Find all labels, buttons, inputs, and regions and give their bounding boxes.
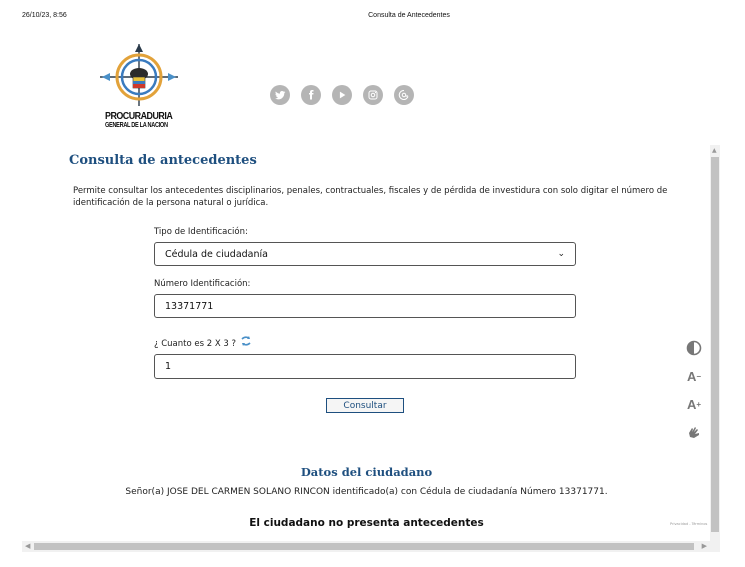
captcha-value: 1 xyxy=(165,361,172,372)
threads-icon[interactable] xyxy=(394,85,414,105)
id-number-input[interactable] xyxy=(154,294,576,318)
decrease-text-button[interactable] xyxy=(685,367,703,385)
increase-text-button[interactable] xyxy=(685,395,703,413)
section-title-datos: Datos del ciudadano xyxy=(300,465,433,479)
horizontal-scroll-thumb[interactable] xyxy=(34,543,694,550)
id-type-value: Cédula de ciudadanía xyxy=(165,248,268,260)
captcha-label: ¿ Cuanto es 2 X 3 ? xyxy=(154,339,236,349)
page-title: Consulta de antecedentes xyxy=(69,153,257,168)
instagram-icon[interactable] xyxy=(363,85,383,105)
id-number-label: Número Identificación: xyxy=(154,279,251,289)
consultar-button[interactable]: Consultar xyxy=(326,398,404,413)
sign-language-button[interactable] xyxy=(685,423,703,441)
contrast-toggle[interactable] xyxy=(685,339,703,357)
social-links xyxy=(270,85,414,105)
id-type-label: Tipo de Identificación: xyxy=(154,227,248,237)
print-title: Consulta de Antecedentes xyxy=(368,12,450,19)
vertical-scrollbar[interactable] xyxy=(710,145,720,552)
captcha-input[interactable] xyxy=(154,354,576,379)
minus-icon: − xyxy=(696,371,702,381)
youtube-icon[interactable] xyxy=(332,85,352,105)
result-verdict: El ciudadano no presenta antecedentes xyxy=(249,517,484,529)
logo-text-primary: PROCURADURIA xyxy=(105,110,173,122)
sign-language-icon xyxy=(686,424,702,440)
print-date: 26/10/23, 8:56 xyxy=(22,12,67,19)
scroll-left-icon[interactable]: ◀ xyxy=(25,542,31,550)
page-description: Permite consultar los antecedentes disciplinarios, penales, contractuales, fiscales y de pérdida de investidura con solo digitar el número de identificación de la persona natural o jurídica. xyxy=(73,186,668,208)
chevron-down-icon: ⌄ xyxy=(557,249,565,259)
facebook-icon[interactable] xyxy=(301,85,321,105)
vertical-scroll-thumb[interactable] xyxy=(711,157,719,532)
recaptcha-privacy-terms[interactable]: Privacidad - Términos xyxy=(670,522,708,526)
scroll-up-icon[interactable]: ▲ xyxy=(712,147,717,154)
contrast-icon xyxy=(686,340,702,356)
decrease-text-label: A xyxy=(686,368,697,384)
increase-text-label: A xyxy=(686,396,697,412)
plus-icon: + xyxy=(696,399,702,409)
twitter-icon[interactable] xyxy=(270,85,290,105)
scroll-right-icon[interactable]: ▶ xyxy=(701,542,707,550)
refresh-captcha-icon[interactable] xyxy=(240,335,252,347)
id-type-select[interactable] xyxy=(154,242,576,266)
result-citizen-line: Señor(a) JOSE DEL CARMEN SOLANO RINCON identificado(a) con Cédula de ciudadanía Número 13371771. xyxy=(125,487,608,497)
horizontal-scrollbar[interactable] xyxy=(22,541,710,552)
logo-text-secondary: GENERAL DE LA NACION xyxy=(105,122,168,129)
id-number-value: 13371771 xyxy=(165,300,214,312)
